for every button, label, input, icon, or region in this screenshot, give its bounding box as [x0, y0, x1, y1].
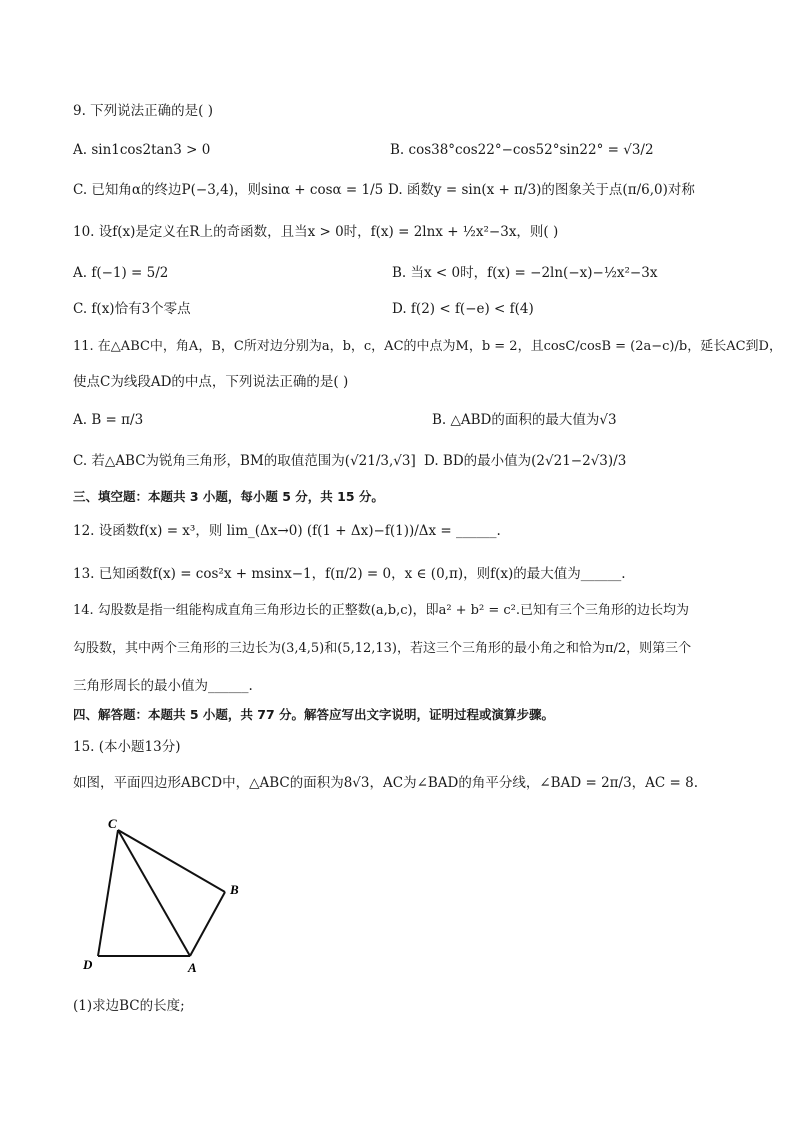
q11-option-c: C. 若△ABC为锐角三角形，BM的取值范围为(√21/3,√3] [73, 453, 416, 469]
q10-option-d: D. f(2) < f(−e) < f(4) [392, 301, 534, 317]
vertex-label-d: D [83, 957, 93, 972]
vertex-label-b: B [230, 882, 239, 897]
q9-option-d: D. 函数y = sin(x + π/3)的图象关于点(π/6,0)对称 [388, 182, 695, 198]
q12-text: 12. 设函数f(x) = x³，则 lim_(Δx→0) (f(1 + Δx)−f(1))/Δx = ______. [73, 523, 501, 539]
q15-part1: (1)求边BC的长度; [73, 998, 185, 1014]
q13-text: 13. 已知函数f(x) = cos²x + msinx−1，f(π/2) = 0，x ∈ (0,π)，则f(x)的最大值为______. [73, 566, 626, 582]
q10-option-b: B. 当x < 0时，f(x) = −2ln(−x)−½x²−3x [392, 265, 658, 281]
q11-option-a: A. B = π/3 [73, 412, 144, 428]
edge-ca [118, 830, 190, 956]
q9-option-c: C. 已知角α的终边P(−3,4)，则sinα + cosα = 1/5 [73, 182, 384, 198]
section-heading-fill-in: 三、填空题：本题共 3 小题，每小题 5 分，共 15 分。 [73, 489, 384, 504]
q9-stem: 9. 下列说法正确的是( ) [73, 103, 213, 119]
q14-line2: 勾股数，其中两个三角形的三边长为(3,4,5)和(5,12,13)，若这三个三角形的最小角之和恰为π/2，则第三个 [73, 641, 692, 656]
q11-stem-line2: 使点C为线段AD的中点，下列说法正确的是( ) [73, 374, 349, 390]
edge-cd [98, 830, 118, 956]
q14-line3: 三角形周长的最小值为______. [73, 678, 253, 694]
edge-cb [118, 830, 225, 892]
vertex-label-c: C [108, 816, 117, 831]
q9-option-a: A. sin1cos2tan3 > 0 [73, 142, 211, 158]
q15-stem: 如图，平面四边形ABCD中，△ABC的面积为8√3，AC为∠BAD的角平分线，∠BAD = 2π/3，AC = 8. [73, 775, 699, 791]
vertex-label-a: A [188, 960, 197, 975]
q10-option-c: C. f(x)恰有3个零点 [73, 301, 191, 317]
quadrilateral-figure [80, 812, 260, 977]
q15-heading: 15. (本小题13分) [73, 739, 181, 755]
q14-line1: 14. 勾股数是指一组能构成直角三角形边长的正整数(a,b,c)，即a² + b² = c².已知有三个三角形的边长均为 [73, 603, 690, 618]
q11-stem-line1: 11. 在△ABC中，角A，B，C所对边分别为a，b，c，AC的中点为M，b = 2，且cosC/cosB = (2a−c)/b，延长AC到D， [73, 339, 782, 354]
q10-option-a: A. f(−1) = 5/2 [73, 265, 169, 281]
edge-ba [190, 892, 225, 956]
section-heading-solutions: 四、解答题：本题共 5 小题，共 77 分。解答应写出文字说明，证明过程或演算步骤。 [73, 707, 555, 722]
q11-option-d: D. BD的最小值为(2√21−2√3)/3 [424, 453, 627, 469]
q11-option-b: B. △ABD的面积的最大值为√3 [432, 412, 617, 428]
q10-stem: 10. 设f(x)是定义在R上的奇函数，且当x > 0时，f(x) = 2lnx + ½x²−3x，则( ) [73, 224, 559, 240]
q9-option-b: B. cos38°cos22°−cos52°sin22° = √3/2 [390, 142, 654, 158]
